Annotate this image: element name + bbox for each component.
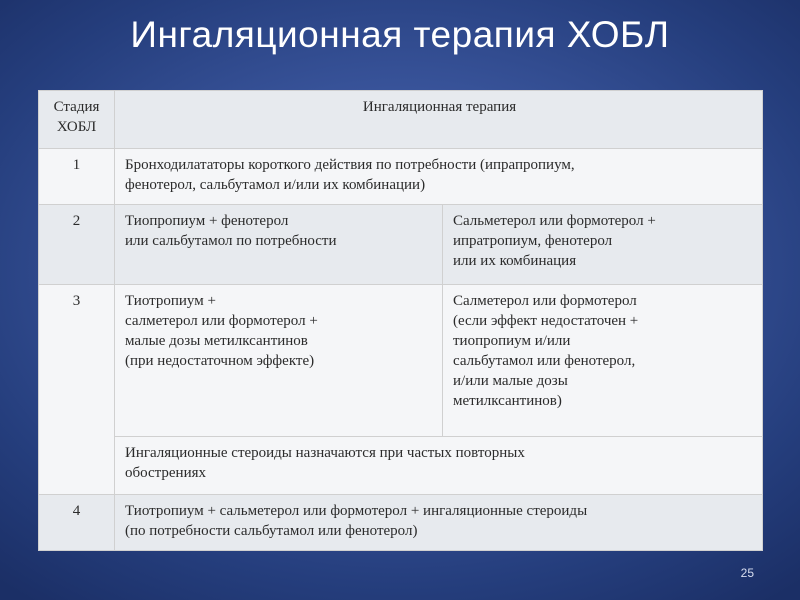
stage-cell [39, 285, 115, 495]
header-therapy-label: Ингаляционная терапия [362, 99, 517, 115]
cell-line: Тиотропиум + сальметерол или формотерол + ингаляционные стероиды [125, 503, 588, 519]
table-row [39, 495, 763, 551]
header-therapy-cell [115, 91, 763, 149]
cell-line: Салметерол или формотерол [453, 293, 637, 309]
cell-line: Сальметерол или формотерол + [453, 213, 656, 229]
header-stage-line: Стадия [53, 99, 100, 115]
table-row [39, 285, 763, 437]
stage-number: 3 [72, 293, 81, 309]
therapy-table [38, 90, 763, 551]
table-row [39, 437, 763, 495]
cell-line: сальбутамол или фенотерол, [453, 353, 636, 369]
table-row [39, 205, 763, 285]
cell-line: тиопропиум и/или [453, 333, 571, 349]
therapy-right-cell [443, 205, 763, 285]
stage-cell [39, 495, 115, 551]
cell-line: Тиотропиум + [125, 293, 216, 309]
cell-line: (если эффект недостаточен + [453, 313, 639, 329]
stage-number: 1 [72, 157, 81, 173]
therapy-note-cell [115, 437, 763, 495]
cell-line: Ингаляционные стероиды назначаются при частых повторных [125, 445, 525, 461]
cell-line: обострениях [125, 465, 207, 481]
cell-line: малые дозы метилксантинов [125, 333, 308, 349]
stage-number: 4 [72, 503, 81, 519]
cell-line: Тиопропиум + фенотерол [125, 213, 289, 229]
cell-line: и/или малые дозы [453, 373, 568, 389]
therapy-left-cell [115, 285, 443, 437]
table-header-row [39, 91, 763, 149]
slide-title: Ингаляционная терапия ХОБЛ [130, 14, 670, 55]
therapy-right-cell [443, 285, 763, 437]
cell-line: ипратропиум, фенотерол [453, 233, 613, 249]
cell-line: (по потребности сальбутамол или фенотерол) [125, 523, 418, 539]
header-stage-line: ХОБЛ [56, 119, 97, 135]
page-number: 25 [740, 566, 754, 580]
cell-line: или сальбутамол по потребности [125, 233, 337, 249]
table-row [39, 149, 763, 205]
cell-line: фенотерол, сальбутамол и/или их комбинации) [125, 177, 426, 193]
therapy-cell [115, 149, 763, 205]
therapy-cell [115, 495, 763, 551]
cell-line: салметерол или формотерол + [125, 313, 318, 329]
stage-cell [39, 149, 115, 205]
header-stage-cell [39, 91, 115, 149]
cell-line: Бронходилататоры короткого действия по потребности (ипрапропиум, [125, 157, 575, 173]
cell-line: (при недостаточном эффекте) [125, 353, 315, 369]
cell-line: метилксантинов) [453, 393, 562, 409]
cell-line: или их комбинация [453, 253, 577, 269]
stage-cell [39, 205, 115, 285]
therapy-left-cell [115, 205, 443, 285]
stage-number: 2 [72, 213, 81, 229]
